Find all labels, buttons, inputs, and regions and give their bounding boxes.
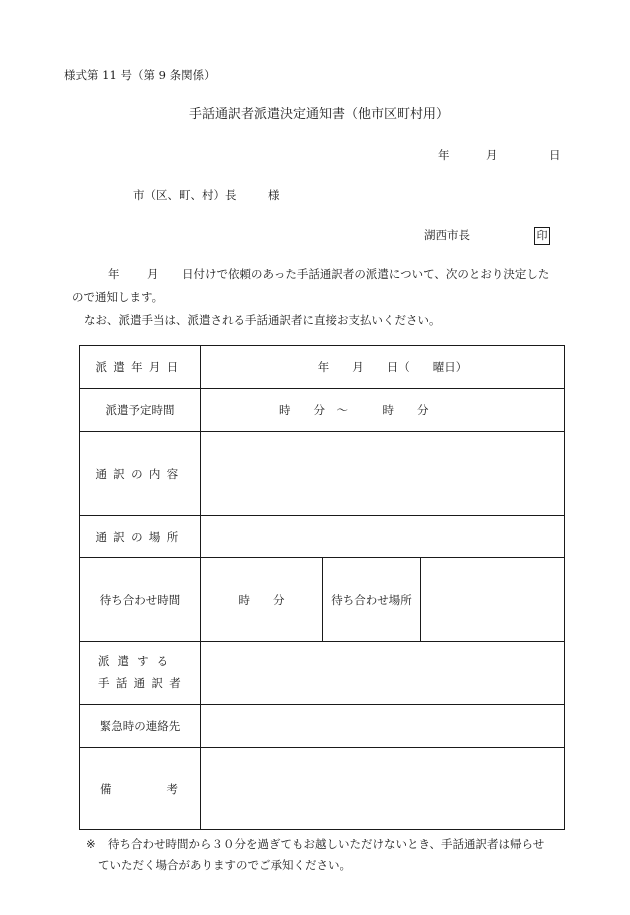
- dispatch-table: [79, 345, 565, 830]
- value-remarks[interactable]: [201, 748, 565, 830]
- value-interpretation-place[interactable]: [201, 516, 565, 558]
- value-interpreter[interactable]: [201, 642, 565, 705]
- body-line-1: 日付けで依頼のあった手話通訳者の派遣について、次のとおり決定した: [182, 267, 550, 281]
- row-remarks: [80, 748, 565, 830]
- body-line-2: ので通知します。: [72, 290, 164, 304]
- body-year: 年: [108, 267, 120, 281]
- row-emergency-contact: [80, 705, 565, 748]
- label-interpretation-content: 通訳の内容: [80, 432, 201, 516]
- label-interpreter-line-2: 手話通訳者: [98, 676, 188, 690]
- meeting-time-format: 時 分: [238, 592, 285, 607]
- note-line-1: 待ち合わせ時間から３０分を過ぎてもお越しいただけないとき、手話通訳者は帰らせ: [108, 837, 545, 851]
- addressee-honorific: 様: [268, 188, 280, 202]
- label-meeting-time: 待ち合わせ時間: [80, 558, 201, 642]
- value-dispatch-time[interactable]: [201, 389, 565, 432]
- document-title: 手話通訳者派遣決定通知書（他市区町村用）: [189, 107, 450, 122]
- body-line-3: なお、派遣手当は、派遣される手話通訳者に直接お支払いください。: [84, 313, 441, 327]
- row-dispatch-date: [80, 346, 565, 389]
- dispatch-date-format: 年 月 日（ 曜日）: [317, 360, 468, 374]
- date-month: 月: [486, 148, 498, 162]
- value-meeting: [201, 558, 565, 642]
- label-remarks: [80, 748, 201, 830]
- note-line-2: ていただく場合がありますのでご承知ください。: [98, 858, 351, 872]
- value-emergency-contact[interactable]: [201, 705, 565, 748]
- sender-name: 湖西市長: [424, 228, 470, 242]
- meeting-time-field[interactable]: [201, 558, 323, 641]
- label-remarks-right: 考: [166, 781, 178, 796]
- seal-box: 印: [534, 227, 550, 245]
- body-month: 月: [147, 267, 159, 281]
- row-meeting: [80, 558, 565, 642]
- label-dispatch-date: 派遣年月日: [80, 346, 201, 389]
- label-interpreter-line-1: 派遣する: [98, 654, 177, 669]
- value-interpretation-content[interactable]: [201, 432, 565, 516]
- label-interpreter: [80, 642, 201, 705]
- row-interpreter: [80, 642, 565, 705]
- label-dispatch-time: 派遣予定時間: [80, 389, 201, 432]
- label-emergency-contact: 緊急時の連絡先: [80, 705, 201, 748]
- row-dispatch-time: [80, 389, 565, 432]
- note-mark: ※: [86, 837, 96, 851]
- dispatch-time-format: 時 分 ～ 時 分: [279, 403, 429, 417]
- value-dispatch-date[interactable]: [201, 346, 565, 389]
- form-number: 様式第 11 号（第 9 条関係）: [64, 68, 216, 82]
- date-day: 日: [549, 148, 561, 162]
- label-remarks-left: 備: [100, 781, 112, 796]
- row-interpretation-content: [80, 432, 565, 516]
- addressee: 市（区、町、村）長: [133, 188, 237, 202]
- row-interpretation-place: [80, 516, 565, 558]
- label-interpretation-place: 通訳の場所: [80, 516, 201, 558]
- date-year: 年: [438, 148, 450, 162]
- meeting-place-field[interactable]: [421, 558, 564, 641]
- label-meeting-place: 待ち合わせ場所: [323, 558, 421, 641]
